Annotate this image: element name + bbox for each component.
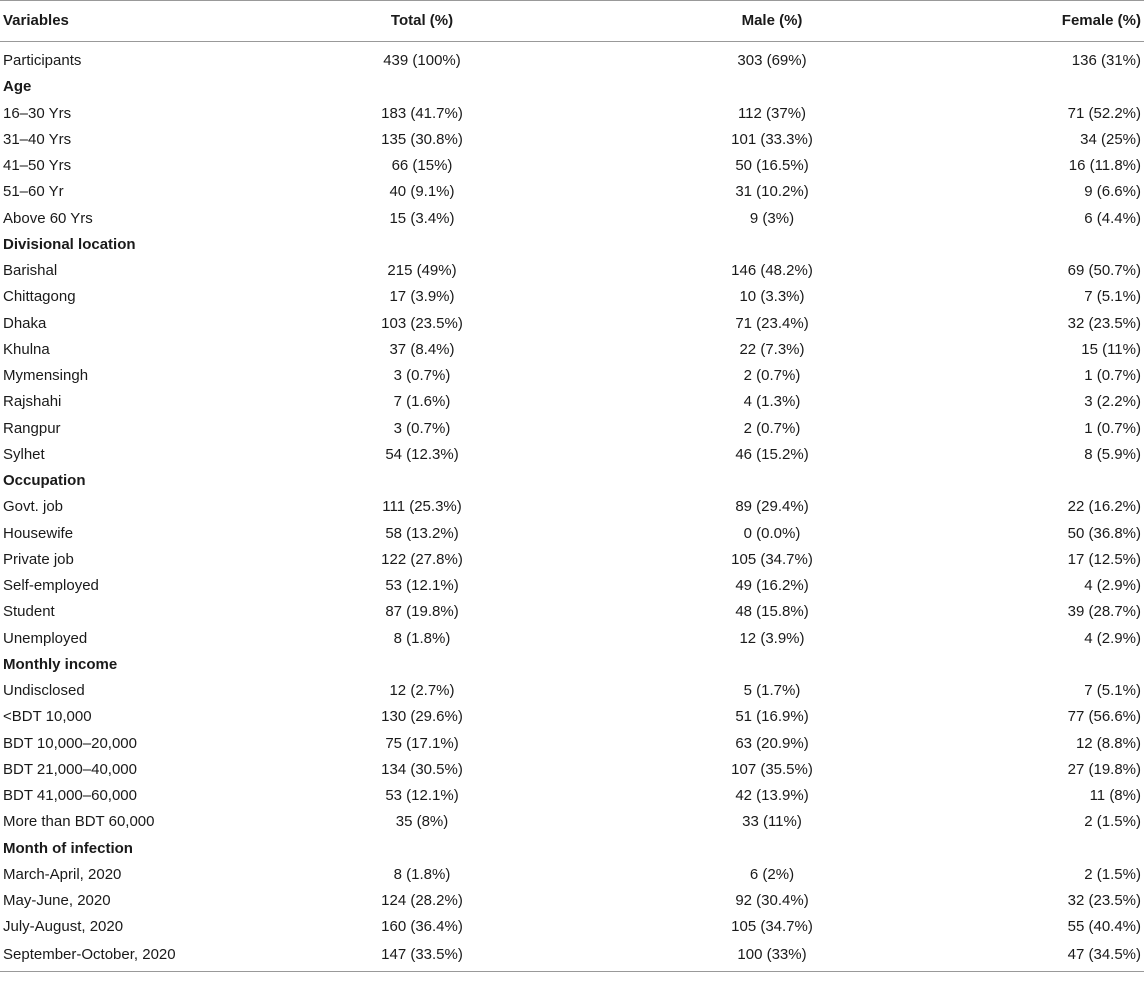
cell-variable: Private job (3, 550, 74, 568)
cell-female: 32 (23.5%) (1067, 314, 1141, 332)
cell-female: 69 (50.7%) (1067, 262, 1141, 279)
cell-female: 16 (11.8%) (1068, 157, 1141, 174)
table-row (0, 521, 1144, 547)
cell-male: 71 (23.4%) (735, 314, 809, 332)
cell-total: 439 (100%) (383, 52, 461, 69)
table-body (0, 42, 1144, 972)
cell-total: 8 (1.8%) (393, 865, 451, 883)
cell-variable: Govt. job (3, 498, 64, 516)
cell-male: 4 (1.3%) (743, 393, 801, 411)
cell-male: 101 (33.3%) (731, 130, 813, 148)
cell-total: 160 (36.4%) (381, 918, 463, 936)
cell-female: 3 (2.2%) (1084, 393, 1141, 411)
section-header-row (0, 652, 1144, 678)
cell-female: 2 (1.5%) (1084, 865, 1141, 883)
cell-variable: 41–50 Yrs (3, 157, 72, 174)
table-row (0, 809, 1144, 835)
table-row (0, 599, 1144, 625)
table-row (0, 153, 1144, 179)
cell-female: 2 (1.5%) (1084, 813, 1141, 831)
header-female: Female (%) (950, 1, 1144, 42)
cell-female: 12 (8.8%) (1075, 734, 1141, 752)
section-title: Monthly income (3, 655, 118, 673)
section-title: Divisional location (3, 235, 136, 253)
cell-male: 0 (0.0%) (743, 524, 801, 542)
cell-male: 112 (37%) (737, 104, 807, 122)
cell-male: 48 (15.8%) (735, 603, 809, 621)
cell-male: 303 (69%) (737, 52, 807, 69)
cell-total: 58 (13.2%) (385, 524, 459, 542)
cell-female: 1 (0.7%) (1084, 367, 1141, 384)
cell-female: 11 (8%) (1089, 787, 1141, 804)
cell-male: 31 (10.2%) (735, 183, 809, 201)
cell-total: 37 (8.4%) (389, 340, 455, 358)
table-row (0, 42, 1144, 75)
cell-male: 5 (1.7%) (743, 682, 801, 699)
cell-variable: Housewife (3, 524, 74, 542)
cell-male: 107 (35.5%) (731, 760, 813, 778)
cell-total: 35 (8%) (395, 813, 449, 831)
cell-female: 55 (40.4%) (1067, 918, 1141, 936)
cell-variable: Unemployed (3, 629, 88, 647)
table-row (0, 757, 1144, 783)
cell-total: 147 (33.5%) (250, 941, 594, 972)
cell-female: 7 (5.1%) (1084, 288, 1141, 306)
cell-male: 2 (0.7%) (743, 419, 801, 437)
table-row (0, 311, 1144, 337)
cell-total: 183 (41.7%) (381, 104, 463, 122)
table-row (0, 337, 1144, 363)
cell-female: 34 (25%) (1080, 130, 1141, 148)
cell-variable: 31–40 Yrs (3, 130, 72, 148)
cell-female: 1 (0.7%) (1084, 419, 1141, 437)
cell-variable: Above 60 Yrs (3, 209, 93, 227)
table-row (0, 101, 1144, 127)
cell-total: 53 (12.1%) (385, 787, 459, 804)
cell-variable: Rangpur (3, 419, 61, 437)
table-row (0, 914, 1144, 940)
cell-variable: BDT 10,000–20,000 (3, 734, 137, 752)
cell-total: 54 (12.3%) (385, 445, 459, 463)
table-header (0, 1, 1144, 42)
table-row (0, 941, 1144, 972)
cell-variable: Chittagong (3, 288, 76, 306)
cell-total: 111 (25.3%) (382, 498, 462, 516)
table-row (0, 442, 1144, 468)
cell-variable: Mymensingh (3, 367, 89, 384)
table-row (0, 389, 1144, 415)
cell-variable: Undisclosed (3, 682, 85, 699)
cell-male: 2 (0.7%) (743, 367, 801, 384)
cell-variable: Rajshahi (3, 393, 62, 411)
cell-female: 8 (5.9%) (1084, 445, 1141, 463)
cell-variable: Self-employed (3, 577, 99, 594)
cell-variable: July-August, 2020 (3, 918, 124, 936)
cell-total: 215 (49%) (387, 262, 457, 279)
cell-total: 15 (3.4%) (389, 209, 455, 227)
table-row (0, 416, 1144, 442)
cell-male: 46 (15.2%) (735, 445, 809, 463)
cell-female: 71 (52.2%) (1067, 104, 1141, 122)
cell-variable: BDT 21,000–40,000 (3, 760, 137, 778)
table-row (0, 494, 1144, 520)
table-row (0, 783, 1144, 809)
table-row (0, 678, 1144, 704)
cell-male: 33 (11%) (742, 813, 802, 831)
cell-variable: May-June, 2020 (3, 892, 111, 909)
cell-variable: Barishal (3, 262, 58, 279)
cell-total: 17 (3.9%) (389, 288, 455, 306)
table-row (0, 127, 1144, 153)
table-row (0, 258, 1144, 284)
cell-variable: Khulna (3, 340, 50, 358)
section-title: Occupation (3, 472, 86, 489)
table-row (0, 731, 1144, 757)
cell-total: 103 (23.5%) (381, 314, 463, 332)
table-row (0, 862, 1144, 888)
cell-female: 22 (16.2%) (1067, 498, 1141, 516)
table-row (0, 179, 1144, 205)
cell-total: 12 (2.7%) (389, 682, 455, 699)
cell-total: 7 (1.6%) (393, 393, 451, 411)
cell-female: 17 (12.5%) (1067, 550, 1141, 568)
cell-total: 135 (30.8%) (381, 130, 463, 148)
cell-male: 9 (3%) (749, 209, 795, 227)
cell-female: 7 (5.1%) (1084, 682, 1141, 699)
cell-total: 53 (12.1%) (385, 577, 459, 594)
table-row (0, 573, 1144, 599)
cell-total: 3 (0.7%) (393, 367, 451, 384)
cell-female: 77 (56.6%) (1067, 708, 1141, 726)
section-header-row (0, 74, 1144, 100)
section-title: Month of infection (3, 839, 133, 857)
cell-variable: March-April, 2020 (3, 865, 122, 883)
cell-total: 75 (17.1%) (385, 734, 459, 752)
table-row (0, 547, 1144, 573)
cell-male: 10 (3.3%) (739, 288, 805, 306)
cell-male: 105 (34.7%) (731, 550, 813, 568)
table-row (0, 888, 1144, 914)
cell-variable: Student (3, 603, 55, 621)
cell-female: 32 (23.5%) (1067, 892, 1141, 909)
cell-total: 3 (0.7%) (393, 419, 451, 437)
cell-male: 89 (29.4%) (735, 498, 809, 516)
table-row (0, 704, 1144, 730)
cell-variable: Participants (3, 52, 82, 69)
cell-total: 66 (15%) (391, 157, 453, 174)
cell-total: 130 (29.6%) (381, 708, 463, 726)
cell-male: 6 (2%) (749, 865, 795, 883)
cell-male: 51 (16.9%) (735, 708, 809, 726)
header-row (0, 1, 1144, 42)
cell-female: 39 (28.7%) (1067, 603, 1141, 621)
cell-variable: 51–60 Yr (3, 183, 64, 201)
header-variables: Variables (0, 1, 250, 42)
cell-male: 63 (20.9%) (735, 734, 809, 752)
cell-male: 146 (48.2%) (731, 262, 813, 279)
cell-total: 124 (28.2%) (381, 892, 463, 909)
table-row (0, 363, 1144, 389)
cell-variable: <BDT 10,000 (3, 708, 92, 726)
cell-female: 4 (2.9%) (1084, 577, 1141, 594)
cell-female: 4 (2.9%) (1084, 629, 1141, 647)
cell-female: 27 (19.8%) (1067, 760, 1141, 778)
cell-total: 134 (30.5%) (381, 760, 463, 778)
cell-total: 122 (27.8%) (381, 550, 463, 568)
section-title: Age (3, 78, 32, 96)
cell-female: 136 (31%) (1071, 52, 1141, 69)
table-row (0, 284, 1144, 310)
table-row (0, 206, 1144, 232)
cell-male: 22 (7.3%) (739, 340, 805, 358)
cell-male: 105 (34.7%) (731, 918, 813, 936)
cell-male: 42 (13.9%) (735, 787, 809, 804)
cell-male: 49 (16.2%) (735, 577, 809, 594)
cell-variable: BDT 41,000–60,000 (3, 787, 137, 804)
cell-variable: 16–30 Yrs (3, 104, 72, 122)
header-male: Male (%) (594, 1, 950, 42)
cell-female: 6 (4.4%) (1084, 209, 1141, 227)
section-header-row (0, 836, 1144, 862)
section-header-row (0, 468, 1144, 494)
section-header-row (0, 232, 1144, 258)
cell-variable: September-October, 2020 (0, 941, 250, 972)
cell-male: 12 (3.9%) (739, 629, 805, 647)
cell-female: 15 (11%) (1081, 340, 1141, 358)
table-row (0, 626, 1144, 652)
cell-female: 9 (6.6%) (1084, 183, 1141, 201)
cell-male: 50 (16.5%) (735, 157, 809, 174)
cell-total: 8 (1.8%) (393, 629, 451, 647)
cell-female: 50 (36.8%) (1067, 524, 1141, 542)
cell-female: 47 (34.5%) (950, 941, 1144, 972)
header-total: Total (%) (250, 1, 594, 42)
cell-total: 87 (19.8%) (385, 603, 459, 621)
cell-variable: More than BDT 60,000 (3, 813, 155, 831)
cell-variable: Dhaka (3, 314, 47, 332)
cell-male: 92 (30.4%) (735, 892, 809, 909)
cell-male: 100 (33%) (594, 941, 950, 972)
cell-total: 40 (9.1%) (389, 183, 455, 201)
cell-variable: Sylhet (3, 445, 45, 463)
